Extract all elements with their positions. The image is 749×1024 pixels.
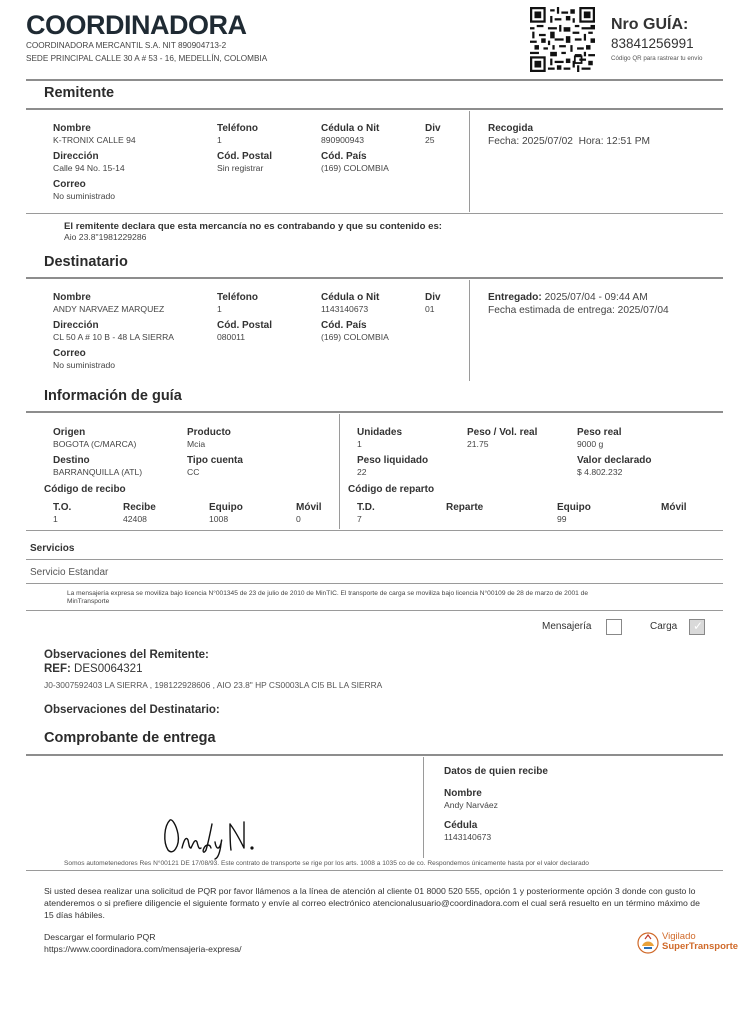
entregado-label: Entregado: xyxy=(488,292,542,303)
divider xyxy=(26,530,723,531)
origen-label: Origen xyxy=(53,427,86,438)
remitente-nombre-label: Nombre xyxy=(53,123,91,134)
destinatario-nombre: ANDY NARVAEZ MARQUEZ xyxy=(53,304,165,314)
entregado-line xyxy=(488,292,648,303)
vigilado-label xyxy=(662,932,738,952)
peso-liquidado-label: Peso liquidado xyxy=(357,455,429,466)
divider xyxy=(26,277,723,279)
company-line-2: SEDE PRINCIPAL CALLE 30 A # 53 - 16, MEDELLÍN, COLOMBIA xyxy=(26,54,268,63)
destinatario-postal: 080011 xyxy=(217,332,246,342)
obs-detalle: J0-3007592403 LA SIERRA , 198122928606 , AIO 23.8" HP CS0003LA CI5 BL LA SIERRA xyxy=(44,680,383,690)
divider xyxy=(26,411,723,413)
codigo-reparto-title: Código de reparto xyxy=(348,484,435,495)
producto: Mcia xyxy=(187,439,206,449)
origen: BOGOTA (C/MARCA) xyxy=(53,439,137,449)
recibe-nombre-label: Nombre xyxy=(444,788,482,799)
licencia-line-1: La mensajería expresa se moviliza bajo licencia N°001345 de 23 de julio de 2010 de MinTIC. El transporte de carga se moviliza bajo licencia N°00109 de 28 de marzo de 2001 de xyxy=(67,590,588,597)
pqr-url-link[interactable]: https://www.coordinadora.com/mensajeria-expresa/ xyxy=(44,944,242,954)
remitente-postal: Sin registrar xyxy=(217,163,264,173)
column-divider xyxy=(423,757,424,858)
ref-line xyxy=(44,663,142,675)
column-divider xyxy=(469,111,470,212)
divider xyxy=(26,754,723,756)
remitente-div: 25 xyxy=(425,135,435,145)
carga-label: Carga xyxy=(650,621,678,632)
descargar-pqr: Descargar el formulario PQR xyxy=(44,932,156,942)
comprobante-title: Comprobante de entrega xyxy=(44,730,216,746)
remitente-telefono: 1 xyxy=(217,135,222,145)
destino-label: Destino xyxy=(53,455,90,466)
recibo-movil-label: Móvil xyxy=(296,502,322,513)
divider xyxy=(26,108,723,110)
recibe-nombre: Andy Narváez xyxy=(444,800,498,810)
destinatario-correo-label: Correo xyxy=(53,348,86,359)
destinatario-cedula-label: Cédula o Nit xyxy=(321,292,380,303)
peso-vol: 21.75 xyxy=(467,439,489,449)
mensajeria-checkbox[interactable] xyxy=(606,619,622,635)
remitente-cedula: 890900943 xyxy=(321,135,365,145)
licencia-line-2: MinTransporte xyxy=(67,598,110,605)
recibo-equipo: 1008 xyxy=(209,514,229,524)
remitente-correo-label: Correo xyxy=(53,179,86,190)
remitente-cedula-label: Cédula o Nit xyxy=(321,123,380,134)
valor-declarado: $ 4.802.232 xyxy=(577,467,623,477)
datos-recibe-title: Datos de quien recibe xyxy=(444,766,548,777)
pqr-line-1: Si usted desea realizar una solicitud de PQR por favor llámenos a la línea de atención al cliente 01 8000 520 555, opción 1 y posteriormente opción 3 donde con gusto lo xyxy=(44,886,696,896)
remitente-direccion-label: Dirección xyxy=(53,151,99,162)
carga-checkbox[interactable] xyxy=(689,619,705,635)
remitente-div-label: Div xyxy=(425,123,441,134)
destinatario-div: 01 xyxy=(425,304,435,314)
vigilado-line-1: Vigilado xyxy=(662,931,696,942)
pqr-line-2: atenderemos o si prefiere diligencie el siguiente formato y envíe al correo electrónico atencionalusuario@coordinadora.com el cual será resuelto en un término máximo de xyxy=(44,898,700,908)
divider xyxy=(26,213,723,214)
destinatario-postal-label: Cód. Postal xyxy=(217,320,273,331)
remitente-telefono-label: Teléfono xyxy=(217,123,258,134)
divider xyxy=(26,583,723,584)
recogida-label: Recogida xyxy=(488,123,534,134)
producto-label: Producto xyxy=(187,427,231,438)
reparto-equipo-label: Equipo xyxy=(557,502,591,513)
remitente-title: Remitente xyxy=(44,85,115,101)
destinatario-pais: (169) COLOMBIA xyxy=(321,332,389,342)
remitente-postal-label: Cód. Postal xyxy=(217,151,273,162)
reparto-reparte-label: Reparte xyxy=(446,502,484,513)
recibe-cedula: 1143140673 xyxy=(444,832,492,842)
valor-declarado-label: Valor declarado xyxy=(577,455,652,466)
peso-real-label: Peso real xyxy=(577,427,622,438)
reparto-td-label: T.D. xyxy=(357,502,375,513)
signature-icon xyxy=(160,814,260,860)
mensajeria-label: Mensajería xyxy=(542,621,592,632)
destinatario-cedula: 1143140673 xyxy=(321,304,369,314)
obs-remitente-title: Observaciones del Remitente: xyxy=(44,649,209,661)
company-logo: COORDINADORA xyxy=(26,10,247,40)
unidades: 1 xyxy=(357,439,362,449)
servicio-value: Servicio Estandar xyxy=(30,567,109,578)
remitente-nombre: K-TRONIX CALLE 94 xyxy=(53,135,136,145)
reparto-equipo: 99 xyxy=(557,514,567,524)
destinatario-title: Destinatario xyxy=(44,254,128,270)
remitente-pais-label: Cód. País xyxy=(321,151,367,162)
company-line-1: COORDINADORA MERCANTIL S.A. NIT 890904713-2 xyxy=(26,41,227,50)
peso-real: 9000 g xyxy=(577,439,604,449)
entregado-value: 2025/07/04 - 09:44 AM xyxy=(544,292,648,303)
divider xyxy=(26,870,723,871)
contenido: Aio 23.8"1981229286 xyxy=(64,232,147,242)
recibo-recibe: 42408 xyxy=(123,514,147,524)
unidades-label: Unidades xyxy=(357,427,403,438)
destinatario-direccion: CL 50 A # 10 B - 48 LA SIERRA xyxy=(53,332,175,342)
remitente-pais: (169) COLOMBIA xyxy=(321,163,389,173)
destino: BARRANQUILLA (ATL) xyxy=(53,467,143,477)
recibe-cedula-label: Cédula xyxy=(444,820,478,831)
codigo-recibo-title: Código de recibo xyxy=(44,484,126,495)
fecha-estimada: Fecha estimada de entrega: 2025/07/04 xyxy=(488,305,669,316)
reparto-td: 7 xyxy=(357,514,362,524)
destinatario-telefono: 1 xyxy=(217,304,222,314)
recogida-value: Fecha: 2025/07/02 Hora: 12:51 PM xyxy=(488,136,650,147)
ref-value: DES0064321 xyxy=(74,663,143,675)
guia-info-title: Información de guía xyxy=(44,388,182,404)
qr-code-icon xyxy=(530,7,595,72)
tipo-cuenta: CC xyxy=(187,467,200,477)
recibo-recibe-label: Recibe xyxy=(123,502,156,513)
column-divider xyxy=(469,280,470,381)
destinatario-pais-label: Cód. País xyxy=(321,320,367,331)
supertransporte-seal-icon xyxy=(636,930,660,956)
recibo-movil: 0 xyxy=(296,514,301,524)
qr-caption: Código QR para rastrear tu envío xyxy=(611,55,703,62)
declaracion: El remitente declara que esta mercancía no es contrabando y que su contenido es: xyxy=(64,221,443,232)
pqr-line-3: 15 días hábiles. xyxy=(44,910,105,920)
vigilado-line-2: SuperTransporte xyxy=(662,941,739,952)
destinatario-direccion-label: Dirección xyxy=(53,320,99,331)
guia-title: Nro GUÍA: xyxy=(611,16,689,33)
legal-text: Somos autometenedores Res N°00121 DE 17/08/93. Este contrato de transporte se rige por los arts. 1008 a 1035 co de co. Respondemos únicamente hasta por el valor declarado xyxy=(64,860,589,867)
column-divider xyxy=(339,414,340,529)
remitente-direccion: Calle 94 No. 15-14 xyxy=(53,163,125,173)
recibo-equipo-label: Equipo xyxy=(209,502,243,513)
ref-label: REF: xyxy=(44,663,71,675)
guia-number: 83841256991 xyxy=(611,36,694,51)
divider xyxy=(26,610,723,611)
tipo-cuenta-label: Tipo cuenta xyxy=(187,455,243,466)
destinatario-correo: No suministrado xyxy=(53,360,116,370)
servicios-title: Servicios xyxy=(30,543,75,554)
destinatario-div-label: Div xyxy=(425,292,441,303)
destinatario-nombre-label: Nombre xyxy=(53,292,91,303)
reparto-movil-label: Móvil xyxy=(661,502,687,513)
peso-liquidado: 22 xyxy=(357,467,367,477)
remitente-correo: No suministrado xyxy=(53,191,116,201)
obs-destinatario-title: Observaciones del Destinatario: xyxy=(44,704,220,716)
recibo-to: 1 xyxy=(53,514,58,524)
divider xyxy=(26,79,723,81)
peso-vol-label: Peso / Vol. real xyxy=(467,427,538,438)
recibo-to-label: T.O. xyxy=(53,502,72,513)
destinatario-telefono-label: Teléfono xyxy=(217,292,258,303)
divider xyxy=(26,559,723,560)
